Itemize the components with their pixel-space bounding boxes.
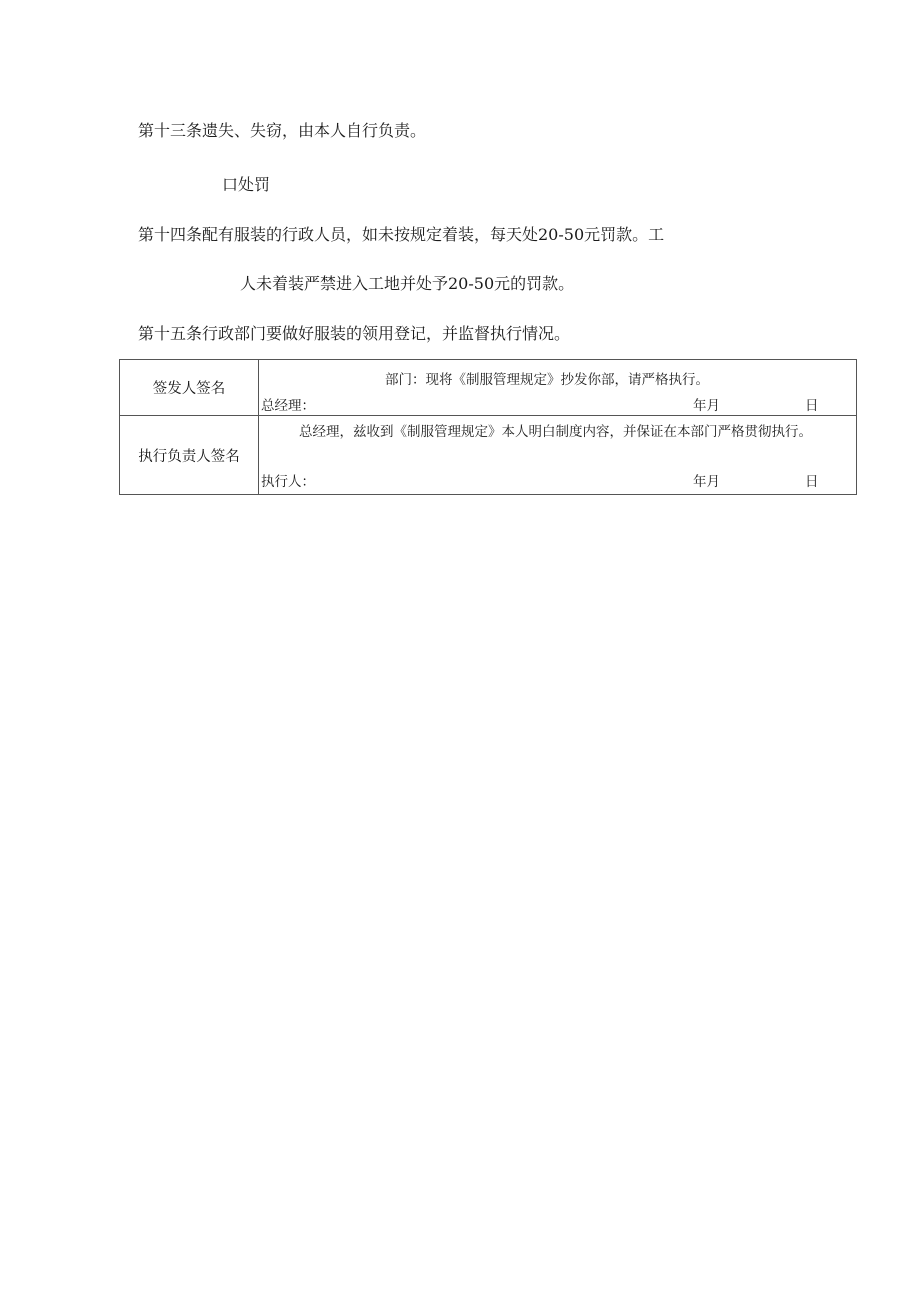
article-15: 第十五条行政部门要做好服装的领用登记，并监督执行情况。 (138, 324, 571, 343)
issuer-year-month: 年月 (693, 398, 720, 414)
issuer-day: 日 (805, 398, 819, 414)
executor-label: 执行人： (261, 474, 315, 490)
executor-signature-cell[interactable] (259, 416, 857, 495)
article-14-line-1: 第十四条配有服装的行政人员，如未按规定着装，每天处20-50元罚款。工 (138, 225, 665, 244)
general-manager-label: 总经理： (261, 398, 315, 414)
penalty-heading: 口处罚 (222, 175, 271, 194)
issuer-signature-cell[interactable] (259, 360, 857, 416)
issuer-signature-label: 签发人签名 (120, 360, 259, 416)
executor-signature-label: 执行负责人签名 (120, 416, 259, 495)
executor-acknowledgement: 总经理，兹收到《制服管理规定》本人明白制度内容，并保证在本部门严格贯彻执行。 (299, 424, 812, 440)
article-13: 第十三条遗失、失窃，由本人自行负责。 (138, 121, 427, 140)
article-14-line-2: 人未着装严禁进入工地并处予20-50元的罚款。 (240, 274, 575, 293)
executor-year-month: 年月 (693, 474, 720, 490)
issuer-row (120, 360, 857, 416)
executor-day: 日 (805, 474, 819, 490)
issuer-notice: 部门：现将《制服管理规定》抄发你部，请严格执行。 (385, 372, 709, 388)
signature-table (119, 359, 857, 495)
executor-row (120, 416, 857, 495)
